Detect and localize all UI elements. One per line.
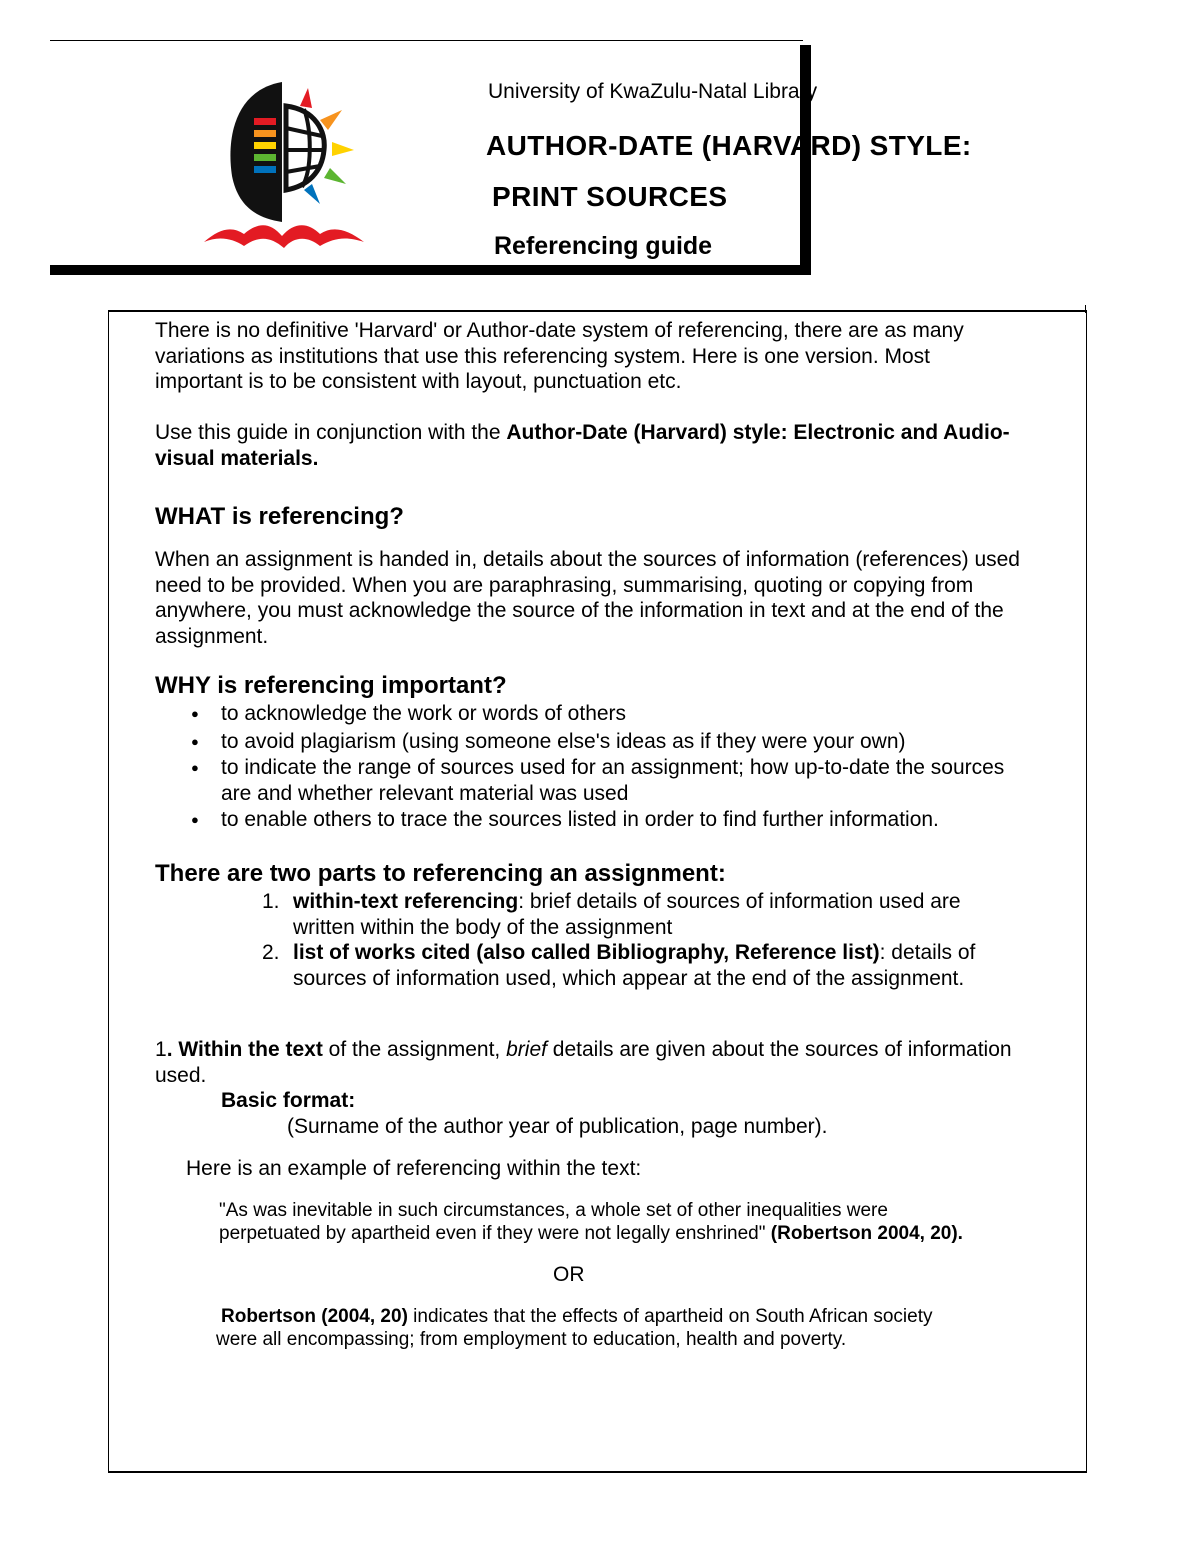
- quote-citation: (Robertson 2004, 20).: [770, 1223, 963, 1244]
- brief-emphasis: brief: [506, 1038, 547, 1061]
- section-heading-why: WHY is referencing important?: [155, 672, 507, 699]
- logo-bar-yellow: [254, 142, 276, 149]
- logo-bar-green: [254, 154, 276, 161]
- parts-numbered-list: [262, 889, 975, 991]
- list-item: ● to indicate the range of sources used for an assignment; how up-to-date the sources are and whether relevant material was used: [155, 755, 1004, 806]
- list-number: 2.: [262, 941, 280, 964]
- list-item: ● to avoid plagiarism (using someone else's ideas as if they were your own): [155, 729, 1004, 755]
- ukzn-logo-icon: [196, 76, 376, 256]
- intro-line: There is no definitive 'Harvard' or Author-date system of referencing, there are as many: [155, 319, 964, 342]
- intro-line: variations as institutions that use this referencing system. Here is one version. Most: [155, 345, 931, 368]
- what-line: assignment.: [155, 625, 269, 648]
- use-guide-prefix: Use this guide in conjunction with the: [155, 421, 507, 444]
- section-heading-what: WHAT is referencing?: [155, 503, 404, 530]
- within-text-line: used.: [155, 1064, 207, 1087]
- list-item: ● to acknowledge the work or words of others: [155, 701, 1004, 727]
- within-text-line: 1. Within the text of the assignment, brief details are given about the sources of information: [155, 1038, 1012, 1061]
- example-paraphrase-line: were all encompassing; from employment to education, health and poverty.: [216, 1329, 847, 1350]
- logo-ray-orange: [320, 110, 342, 130]
- example-quote-line: "As was inevitable in such circumstances, a whole set of other inequalities were: [219, 1200, 888, 1221]
- logo-bar-blue: [254, 166, 276, 173]
- guide-label: Referencing guide: [494, 232, 713, 260]
- what-line: When an assignment is handed in, details about the sources of information (references) used: [155, 548, 1020, 571]
- or-separator: OR: [553, 1263, 585, 1286]
- what-line: need to be provided. When you are paraphrasing, summarising, quoting or copying from: [155, 574, 974, 597]
- list-item: 1. within-text referencing: brief details of sources of information used are written within the body of the assignment: [262, 890, 961, 939]
- library-name: University of KwaZulu-Natal Library: [488, 80, 818, 103]
- within-text-term: . Within the text: [166, 1038, 323, 1061]
- term-works-cited: list of works cited (also called Bibliography, Reference list): [293, 941, 880, 964]
- basic-format-label: Basic format:: [221, 1089, 356, 1112]
- companion-guide-title: visual materials.: [155, 447, 319, 470]
- intro-line: important is to be consistent with layout, punctuation etc.: [155, 370, 682, 393]
- why-bullet-list: [155, 701, 1004, 833]
- list-number: 1.: [262, 890, 280, 913]
- example-quote-line: perpetuated by apartheid even if they were not legally enshrined" (Robertson 2004, 20).: [219, 1223, 963, 1244]
- term-within-text: within-text referencing: [293, 890, 519, 913]
- page-title: AUTHOR-DATE (HARVARD) STYLE:: [486, 130, 972, 161]
- content-box-corner: [1085, 305, 1086, 313]
- logo-ray-yellow: [332, 142, 354, 156]
- use-guide-line: [155, 420, 1010, 446]
- example-intro: Here is an example of referencing within the text:: [186, 1157, 642, 1180]
- section-heading-parts: There are two parts to referencing an assignment:: [155, 860, 726, 887]
- list-item: 2. list of works cited (also called Bibliography, Reference list): details of sources of information used, which appear at the end of the assignment.: [262, 941, 976, 990]
- example-paraphrase-line: Robertson (2004, 20) indicates that the effects of apartheid on South African society: [221, 1306, 933, 1327]
- logo-ray-red: [300, 88, 312, 108]
- logo-ray-green: [324, 168, 346, 184]
- logo-bar-orange: [254, 130, 276, 137]
- paraphrase-citation: Robertson (2004, 20): [221, 1306, 408, 1327]
- what-line: anywhere, you must acknowledge the source of the information in text and at the end of the: [155, 599, 1004, 622]
- header-frame-bottom: [50, 265, 811, 275]
- logo-ray-blue: [304, 184, 320, 204]
- basic-format: (Surname of the author year of publication, page number).: [287, 1115, 828, 1138]
- page-subtitle: PRINT SOURCES: [492, 181, 728, 212]
- companion-guide-title: Author-Date (Harvard) style: Electronic and Audio-: [506, 421, 1010, 444]
- header-frame-top: [50, 40, 803, 41]
- use-guide-line: [155, 446, 318, 472]
- logo-bar-red: [254, 118, 276, 125]
- list-item: ● to enable others to trace the sources listed in order to find further information.: [155, 807, 1004, 833]
